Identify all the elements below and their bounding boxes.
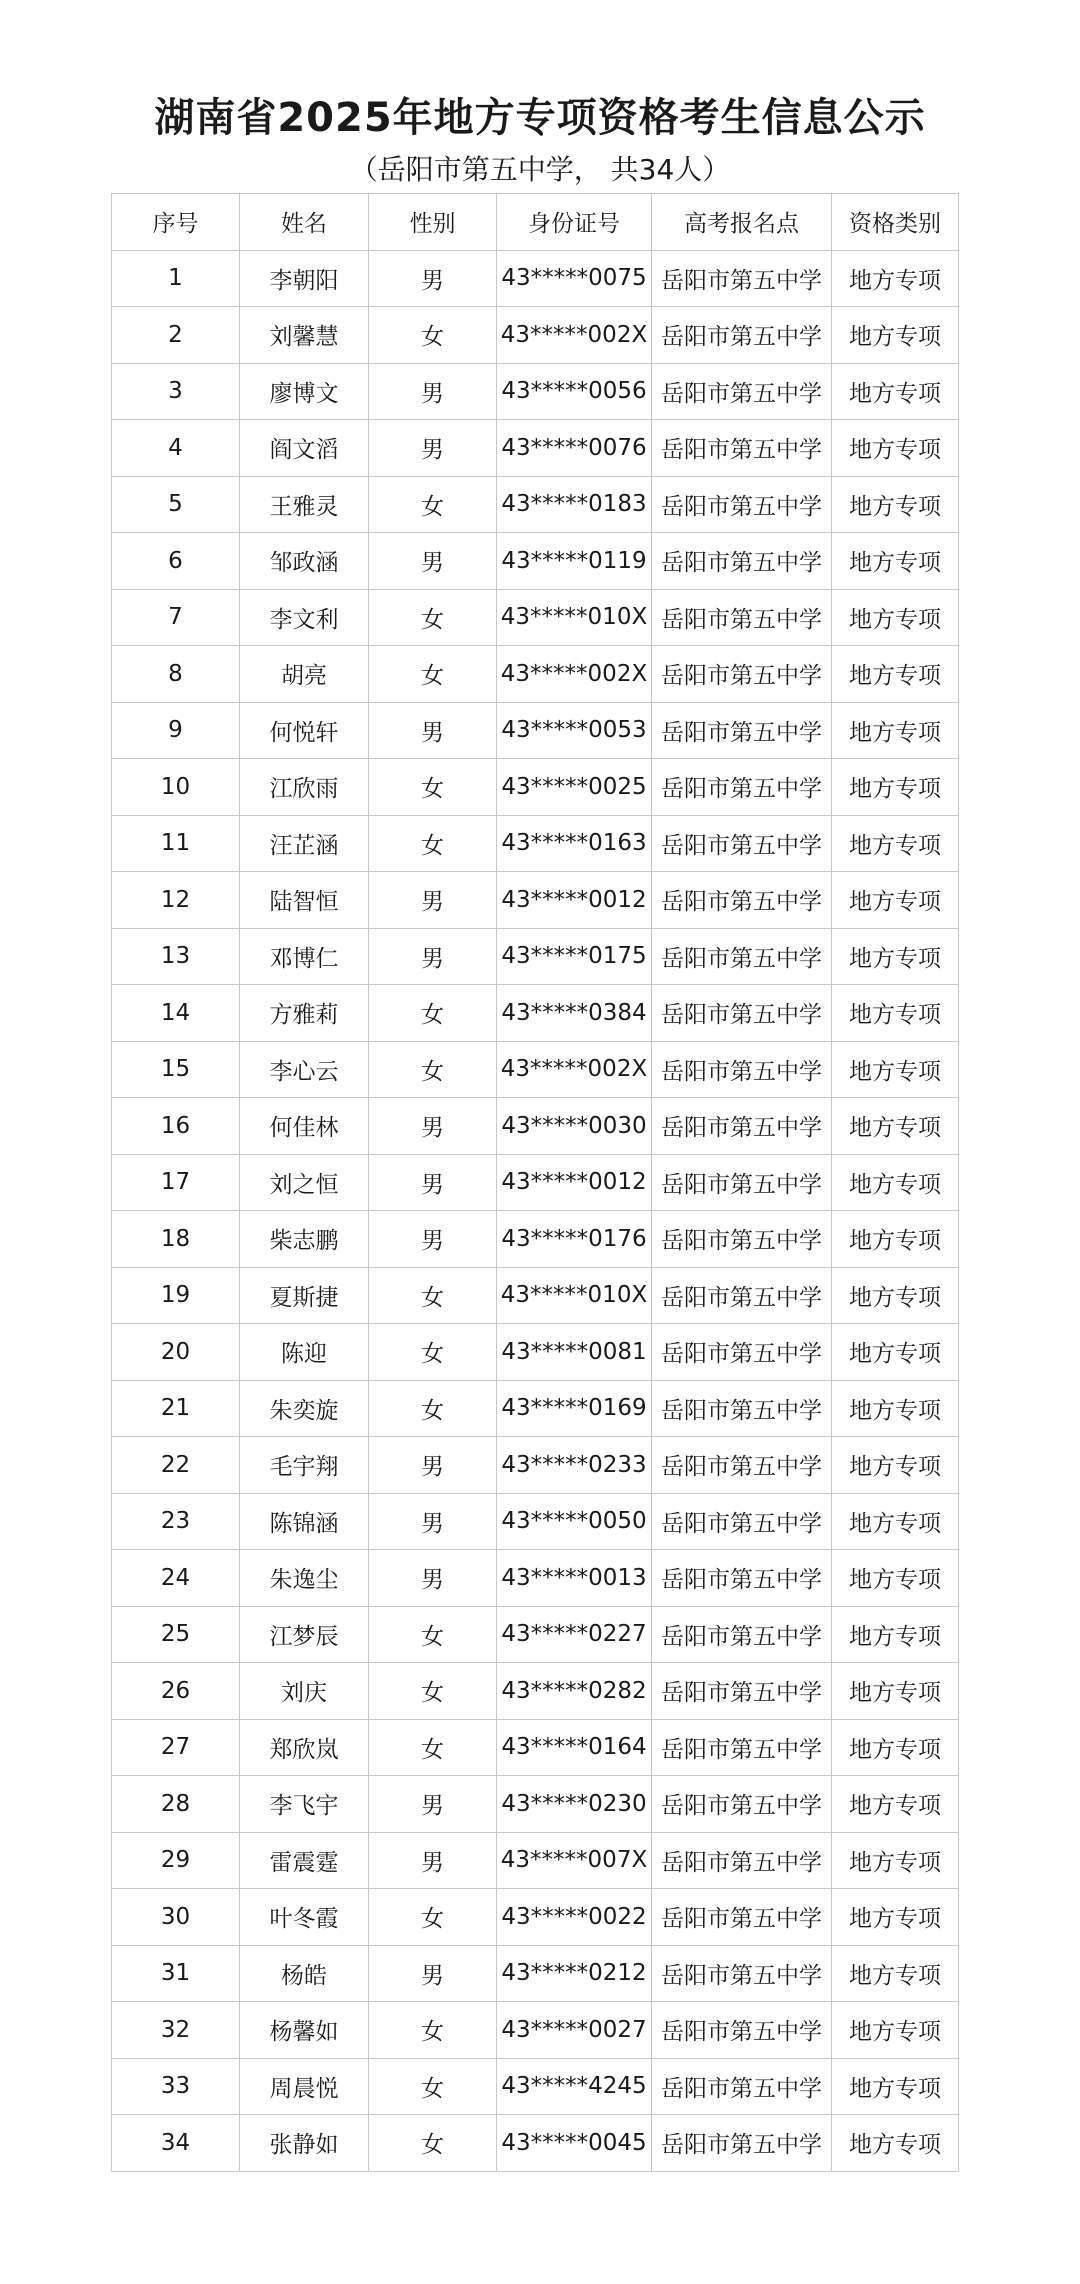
table-row <box>112 1493 959 1550</box>
seq-cell: 31 <box>112 1945 240 2002</box>
seq-cell: 33 <box>112 2058 240 2115</box>
table-header-row <box>112 194 959 251</box>
name-cell: 陈锦涵 <box>240 1493 369 1550</box>
id-number-cell: 43*****4245 <box>497 2058 652 2115</box>
name-cell: 柴志鹏 <box>240 1211 369 1268</box>
registration-site-cell: 岳阳市第五中学 <box>652 420 832 477</box>
table-row <box>112 1324 959 1381</box>
name-cell: 江欣雨 <box>240 759 369 816</box>
header-registration-site: 高考报名点 <box>652 194 832 251</box>
qualification-type-cell: 地方专项 <box>832 759 959 816</box>
page-subtitle: （岳阳市第五中学， 共34人） <box>349 153 731 186</box>
id-number-cell: 43*****0013 <box>497 1550 652 1607</box>
gender-cell: 男 <box>369 1776 497 1833</box>
name-cell: 周晨悦 <box>240 2058 369 2115</box>
name-cell: 杨馨如 <box>240 2002 369 2059</box>
registration-site-cell: 岳阳市第五中学 <box>652 646 832 703</box>
registration-site-cell: 岳阳市第五中学 <box>652 363 832 420</box>
seq-cell: 3 <box>112 363 240 420</box>
name-cell: 毛宇翔 <box>240 1437 369 1494</box>
qualification-type-cell: 地方专项 <box>832 476 959 533</box>
seq-cell: 10 <box>112 759 240 816</box>
header-name: 姓名 <box>240 194 369 251</box>
table-row <box>112 1154 959 1211</box>
qualification-type-cell: 地方专项 <box>832 1832 959 1889</box>
name-cell: 叶冬霞 <box>240 1889 369 1946</box>
gender-cell: 女 <box>369 1663 497 1720</box>
registration-site-cell: 岳阳市第五中学 <box>652 1211 832 1268</box>
table-row <box>112 1437 959 1494</box>
registration-site-cell: 岳阳市第五中学 <box>652 985 832 1042</box>
id-number-cell: 43*****0025 <box>497 759 652 816</box>
table-row <box>112 533 959 590</box>
id-number-cell: 43*****0230 <box>497 1776 652 1833</box>
qualification-type-cell: 地方专项 <box>832 646 959 703</box>
table-row <box>112 1267 959 1324</box>
gender-cell: 女 <box>369 2058 497 2115</box>
gender-cell: 男 <box>369 872 497 929</box>
gender-cell: 女 <box>369 985 497 1042</box>
gender-cell: 男 <box>369 1211 497 1268</box>
id-number-cell: 43*****0076 <box>497 420 652 477</box>
registration-site-cell: 岳阳市第五中学 <box>652 1267 832 1324</box>
table-row <box>112 307 959 364</box>
registration-site-cell: 岳阳市第五中学 <box>652 1098 832 1155</box>
seq-cell: 24 <box>112 1550 240 1607</box>
registration-site-cell: 岳阳市第五中学 <box>652 1041 832 1098</box>
qualification-type-cell: 地方专项 <box>832 872 959 929</box>
qualification-type-cell: 地方专项 <box>832 1945 959 2002</box>
id-number-cell: 43*****010X <box>497 1267 652 1324</box>
registration-site-cell: 岳阳市第五中学 <box>652 1437 832 1494</box>
gender-cell: 男 <box>369 1945 497 2002</box>
registration-site-cell: 岳阳市第五中学 <box>652 1832 832 1889</box>
table-row <box>112 1211 959 1268</box>
gender-cell: 男 <box>369 1154 497 1211</box>
id-number-cell: 43*****0183 <box>497 476 652 533</box>
seq-cell: 21 <box>112 1380 240 1437</box>
name-cell: 李心云 <box>240 1041 369 1098</box>
id-number-cell: 43*****0012 <box>497 1154 652 1211</box>
qualification-type-cell: 地方专项 <box>832 702 959 759</box>
id-number-cell: 43*****0045 <box>497 2115 652 2172</box>
qualification-type-cell: 地方专项 <box>832 1606 959 1663</box>
id-number-cell: 43*****0056 <box>497 363 652 420</box>
seq-cell: 15 <box>112 1041 240 1098</box>
table-row <box>112 2115 959 2172</box>
id-number-cell: 43*****0227 <box>497 1606 652 1663</box>
id-number-cell: 43*****0075 <box>497 250 652 307</box>
seq-cell: 30 <box>112 1889 240 1946</box>
id-number-cell: 43*****0119 <box>497 533 652 590</box>
table-row <box>112 1550 959 1607</box>
seq-cell: 17 <box>112 1154 240 1211</box>
qualification-type-cell: 地方专项 <box>832 1719 959 1776</box>
gender-cell: 男 <box>369 250 497 307</box>
table-row <box>112 985 959 1042</box>
registration-site-cell: 岳阳市第五中学 <box>652 307 832 364</box>
name-cell: 刘馨慧 <box>240 307 369 364</box>
id-number-cell: 43*****002X <box>497 1041 652 1098</box>
seq-cell: 5 <box>112 476 240 533</box>
table-row <box>112 872 959 929</box>
id-number-cell: 43*****0176 <box>497 1211 652 1268</box>
table-row <box>112 1776 959 1833</box>
seq-cell: 13 <box>112 928 240 985</box>
registration-site-cell: 岳阳市第五中学 <box>652 928 832 985</box>
seq-cell: 9 <box>112 702 240 759</box>
table-row <box>112 702 959 759</box>
id-number-cell: 43*****0050 <box>497 1493 652 1550</box>
registration-site-cell: 岳阳市第五中学 <box>652 759 832 816</box>
gender-cell: 男 <box>369 928 497 985</box>
table-row <box>112 1380 959 1437</box>
header-seq: 序号 <box>112 194 240 251</box>
registration-site-cell: 岳阳市第五中学 <box>652 1493 832 1550</box>
table-row <box>112 1889 959 1946</box>
name-cell: 陆智恒 <box>240 872 369 929</box>
seq-cell: 2 <box>112 307 240 364</box>
candidate-table <box>111 193 959 2172</box>
seq-cell: 20 <box>112 1324 240 1381</box>
name-cell: 夏斯捷 <box>240 1267 369 1324</box>
table-row <box>112 1663 959 1720</box>
registration-site-cell: 岳阳市第五中学 <box>652 476 832 533</box>
qualification-type-cell: 地方专项 <box>832 1267 959 1324</box>
name-cell: 刘庆 <box>240 1663 369 1720</box>
registration-site-cell: 岳阳市第五中学 <box>652 1380 832 1437</box>
table-row <box>112 250 959 307</box>
header-qualification-type: 资格类别 <box>832 194 959 251</box>
id-number-cell: 43*****0169 <box>497 1380 652 1437</box>
registration-site-cell: 岳阳市第五中学 <box>652 1606 832 1663</box>
qualification-type-cell: 地方专项 <box>832 1098 959 1155</box>
seq-cell: 16 <box>112 1098 240 1155</box>
gender-cell: 女 <box>369 476 497 533</box>
table-row <box>112 476 959 533</box>
name-cell: 李朝阳 <box>240 250 369 307</box>
qualification-type-cell: 地方专项 <box>832 589 959 646</box>
qualification-type-cell: 地方专项 <box>832 1154 959 1211</box>
registration-site-cell: 岳阳市第五中学 <box>652 2115 832 2172</box>
header-id-number: 身份证号 <box>497 194 652 251</box>
gender-cell: 男 <box>369 420 497 477</box>
gender-cell: 男 <box>369 1832 497 1889</box>
id-number-cell: 43*****0022 <box>497 1889 652 1946</box>
name-cell: 张静如 <box>240 2115 369 2172</box>
registration-site-cell: 岳阳市第五中学 <box>652 1550 832 1607</box>
seq-cell: 23 <box>112 1493 240 1550</box>
registration-site-cell: 岳阳市第五中学 <box>652 1324 832 1381</box>
seq-cell: 22 <box>112 1437 240 1494</box>
id-number-cell: 43*****0233 <box>497 1437 652 1494</box>
gender-cell: 女 <box>369 1889 497 1946</box>
name-cell: 李飞宇 <box>240 1776 369 1833</box>
seq-cell: 26 <box>112 1663 240 1720</box>
qualification-type-cell: 地方专项 <box>832 1889 959 1946</box>
name-cell: 汪芷涵 <box>240 815 369 872</box>
id-number-cell: 43*****010X <box>497 589 652 646</box>
seq-cell: 8 <box>112 646 240 703</box>
qualification-type-cell: 地方专项 <box>832 1550 959 1607</box>
header-gender: 性别 <box>369 194 497 251</box>
gender-cell: 男 <box>369 1098 497 1155</box>
registration-site-cell: 岳阳市第五中学 <box>652 1889 832 1946</box>
qualification-type-cell: 地方专项 <box>832 815 959 872</box>
table-row <box>112 1041 959 1098</box>
gender-cell: 女 <box>369 646 497 703</box>
registration-site-cell: 岳阳市第五中学 <box>652 872 832 929</box>
qualification-type-cell: 地方专项 <box>832 1041 959 1098</box>
qualification-type-cell: 地方专项 <box>832 1776 959 1833</box>
id-number-cell: 43*****007X <box>497 1832 652 1889</box>
id-number-cell: 43*****0027 <box>497 2002 652 2059</box>
id-number-cell: 43*****0030 <box>497 1098 652 1155</box>
seq-cell: 28 <box>112 1776 240 1833</box>
gender-cell: 女 <box>369 1324 497 1381</box>
name-cell: 胡亮 <box>240 646 369 703</box>
name-cell: 刘之恒 <box>240 1154 369 1211</box>
gender-cell: 女 <box>369 1267 497 1324</box>
id-number-cell: 43*****0384 <box>497 985 652 1042</box>
page-title: 湖南省2025年地方专项资格考生信息公示 <box>154 95 926 141</box>
name-cell: 何悦轩 <box>240 702 369 759</box>
name-cell: 方雅莉 <box>240 985 369 1042</box>
gender-cell: 女 <box>369 1719 497 1776</box>
table-row <box>112 928 959 985</box>
qualification-type-cell: 地方专项 <box>832 307 959 364</box>
name-cell: 李文利 <box>240 589 369 646</box>
id-number-cell: 43*****002X <box>497 307 652 364</box>
seq-cell: 1 <box>112 250 240 307</box>
qualification-type-cell: 地方专项 <box>832 363 959 420</box>
gender-cell: 女 <box>369 1041 497 1098</box>
registration-site-cell: 岳阳市第五中学 <box>652 1154 832 1211</box>
table-row <box>112 1832 959 1889</box>
seq-cell: 34 <box>112 2115 240 2172</box>
registration-site-cell: 岳阳市第五中学 <box>652 1776 832 1833</box>
gender-cell: 女 <box>369 1606 497 1663</box>
name-cell: 杨皓 <box>240 1945 369 2002</box>
qualification-type-cell: 地方专项 <box>832 2058 959 2115</box>
table-row <box>112 2058 959 2115</box>
gender-cell: 男 <box>369 1437 497 1494</box>
qualification-type-cell: 地方专项 <box>832 1211 959 1268</box>
gender-cell: 女 <box>369 815 497 872</box>
gender-cell: 男 <box>369 533 497 590</box>
seq-cell: 18 <box>112 1211 240 1268</box>
registration-site-cell: 岳阳市第五中学 <box>652 1719 832 1776</box>
table-row <box>112 363 959 420</box>
name-cell: 邓博仁 <box>240 928 369 985</box>
qualification-type-cell: 地方专项 <box>832 1493 959 1550</box>
name-cell: 廖博文 <box>240 363 369 420</box>
seq-cell: 29 <box>112 1832 240 1889</box>
table-row <box>112 420 959 477</box>
seq-cell: 12 <box>112 872 240 929</box>
gender-cell: 女 <box>369 2002 497 2059</box>
qualification-type-cell: 地方专项 <box>832 985 959 1042</box>
seq-cell: 32 <box>112 2002 240 2059</box>
qualification-type-cell: 地方专项 <box>832 250 959 307</box>
qualification-type-cell: 地方专项 <box>832 928 959 985</box>
id-number-cell: 43*****0212 <box>497 1945 652 2002</box>
name-cell: 雷震霆 <box>240 1832 369 1889</box>
seq-cell: 6 <box>112 533 240 590</box>
gender-cell: 男 <box>369 702 497 759</box>
registration-site-cell: 岳阳市第五中学 <box>652 250 832 307</box>
seq-cell: 14 <box>112 985 240 1042</box>
name-cell: 朱奕旋 <box>240 1380 369 1437</box>
table-row <box>112 759 959 816</box>
table-row <box>112 1098 959 1155</box>
qualification-type-cell: 地方专项 <box>832 1437 959 1494</box>
qualification-type-cell: 地方专项 <box>832 1380 959 1437</box>
registration-site-cell: 岳阳市第五中学 <box>652 815 832 872</box>
qualification-type-cell: 地方专项 <box>832 533 959 590</box>
name-cell: 江梦辰 <box>240 1606 369 1663</box>
registration-site-cell: 岳阳市第五中学 <box>652 2002 832 2059</box>
seq-cell: 11 <box>112 815 240 872</box>
gender-cell: 女 <box>369 1380 497 1437</box>
id-number-cell: 43*****0012 <box>497 872 652 929</box>
table-row <box>112 815 959 872</box>
gender-cell: 女 <box>369 2115 497 2172</box>
table-row <box>112 1945 959 2002</box>
table-body <box>112 250 959 2171</box>
name-cell: 阎文滔 <box>240 420 369 477</box>
id-number-cell: 43*****0163 <box>497 815 652 872</box>
id-number-cell: 43*****0282 <box>497 1663 652 1720</box>
seq-cell: 27 <box>112 1719 240 1776</box>
registration-site-cell: 岳阳市第五中学 <box>652 702 832 759</box>
seq-cell: 4 <box>112 420 240 477</box>
name-cell: 郑欣岚 <box>240 1719 369 1776</box>
registration-site-cell: 岳阳市第五中学 <box>652 2058 832 2115</box>
qualification-type-cell: 地方专项 <box>832 2002 959 2059</box>
table-row <box>112 2002 959 2059</box>
name-cell: 邹政涵 <box>240 533 369 590</box>
name-cell: 朱逸尘 <box>240 1550 369 1607</box>
name-cell: 陈迎 <box>240 1324 369 1381</box>
table-row <box>112 589 959 646</box>
registration-site-cell: 岳阳市第五中学 <box>652 533 832 590</box>
gender-cell: 女 <box>369 307 497 364</box>
qualification-type-cell: 地方专项 <box>832 1663 959 1720</box>
id-number-cell: 43*****0081 <box>497 1324 652 1381</box>
table-row <box>112 1606 959 1663</box>
id-number-cell: 43*****0164 <box>497 1719 652 1776</box>
registration-site-cell: 岳阳市第五中学 <box>652 1945 832 2002</box>
qualification-type-cell: 地方专项 <box>832 420 959 477</box>
seq-cell: 25 <box>112 1606 240 1663</box>
seq-cell: 7 <box>112 589 240 646</box>
gender-cell: 男 <box>369 363 497 420</box>
gender-cell: 男 <box>369 1550 497 1607</box>
qualification-type-cell: 地方专项 <box>832 1324 959 1381</box>
qualification-type-cell: 地方专项 <box>832 2115 959 2172</box>
gender-cell: 女 <box>369 589 497 646</box>
id-number-cell: 43*****0175 <box>497 928 652 985</box>
table-row <box>112 1719 959 1776</box>
id-number-cell: 43*****002X <box>497 646 652 703</box>
registration-site-cell: 岳阳市第五中学 <box>652 589 832 646</box>
table-row <box>112 646 959 703</box>
id-number-cell: 43*****0053 <box>497 702 652 759</box>
gender-cell: 女 <box>369 759 497 816</box>
registration-site-cell: 岳阳市第五中学 <box>652 1663 832 1720</box>
seq-cell: 19 <box>112 1267 240 1324</box>
name-cell: 何佳林 <box>240 1098 369 1155</box>
gender-cell: 男 <box>369 1493 497 1550</box>
name-cell: 王雅灵 <box>240 476 369 533</box>
